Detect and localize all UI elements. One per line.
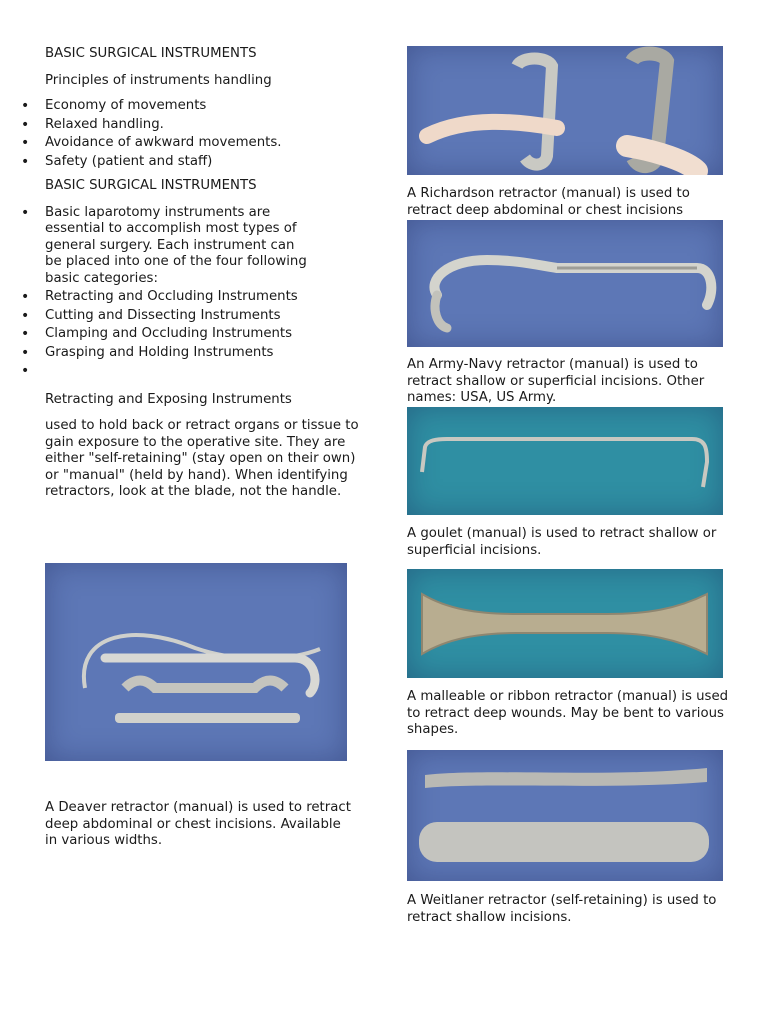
richardson-caption: A Richardson retractor (manual) is used to retract deep abdominal or chest incisions: [407, 186, 690, 218]
left-column: [45, 46, 365, 501]
list-item: • Retracting and Occluding Instruments: [0, 289, 315, 306]
list-item: • Clamping and Occluding Instruments: [0, 326, 315, 343]
list-item: • Relaxed handling.: [0, 117, 365, 134]
principles-list: [0, 98, 365, 170]
deaver-caption: A Deaver retractor (manual) is used to retract deep abdominal or chest incisions. Available in various widths.: [45, 800, 351, 848]
malleable-caption: A malleable or ribbon retractor (manual) is used to retract deep wounds. May be bent to various shapes.: [407, 689, 729, 737]
army-navy-caption: An Army-Navy retractor (manual) is used to retract shallow or superficial incisions. Other names: USA, US Army.: [407, 357, 705, 405]
page-title: BASIC SURGICAL INSTRUMENTS: [45, 46, 257, 61]
categories-list: [0, 205, 315, 380]
list-item: • Avoidance of awkward movements.: [0, 135, 365, 152]
list-item: • Cutting and Dissecting Instruments: [0, 308, 315, 325]
army-navy-retractor-photo: [407, 220, 723, 347]
retracting-description: used to hold back or retract organs or tissue to gain exposure to the operative site. They are either "self-retaining" (stay open on their own) or "manual" (held by hand). When identifying retractors, look at the blade, not the handle.: [45, 418, 359, 499]
list-item: • Economy of movements: [0, 98, 365, 115]
section-title: BASIC SURGICAL INSTRUMENTS: [45, 178, 257, 193]
list-item: [0, 363, 315, 380]
list-item: • Grasping and Holding Instruments: [0, 345, 315, 362]
principles-heading: Principles of instruments handling: [45, 72, 272, 88]
malleable-retractor-photo: [407, 569, 723, 678]
weitlaner-retractor-photo: [407, 750, 723, 881]
retracting-heading: Retracting and Exposing Instruments: [45, 391, 292, 407]
richardson-retractor-photo: [407, 46, 723, 175]
weitlaner-caption: A Weitlaner retractor (self-retaining) is used to retract shallow incisions.: [407, 893, 717, 925]
list-item: • Basic laparotomy instruments are essential to accomplish most types of general surgery. Each instrument can be placed into one of the four following basic categories:: [0, 205, 315, 288]
goulet-retractor-photo: [407, 407, 723, 515]
deaver-retractor-photo: [45, 563, 347, 761]
list-item: • Safety (patient and staff): [0, 154, 365, 171]
goulet-caption: A goulet (manual) is used to retract shallow or superficial incisions.: [407, 526, 717, 558]
